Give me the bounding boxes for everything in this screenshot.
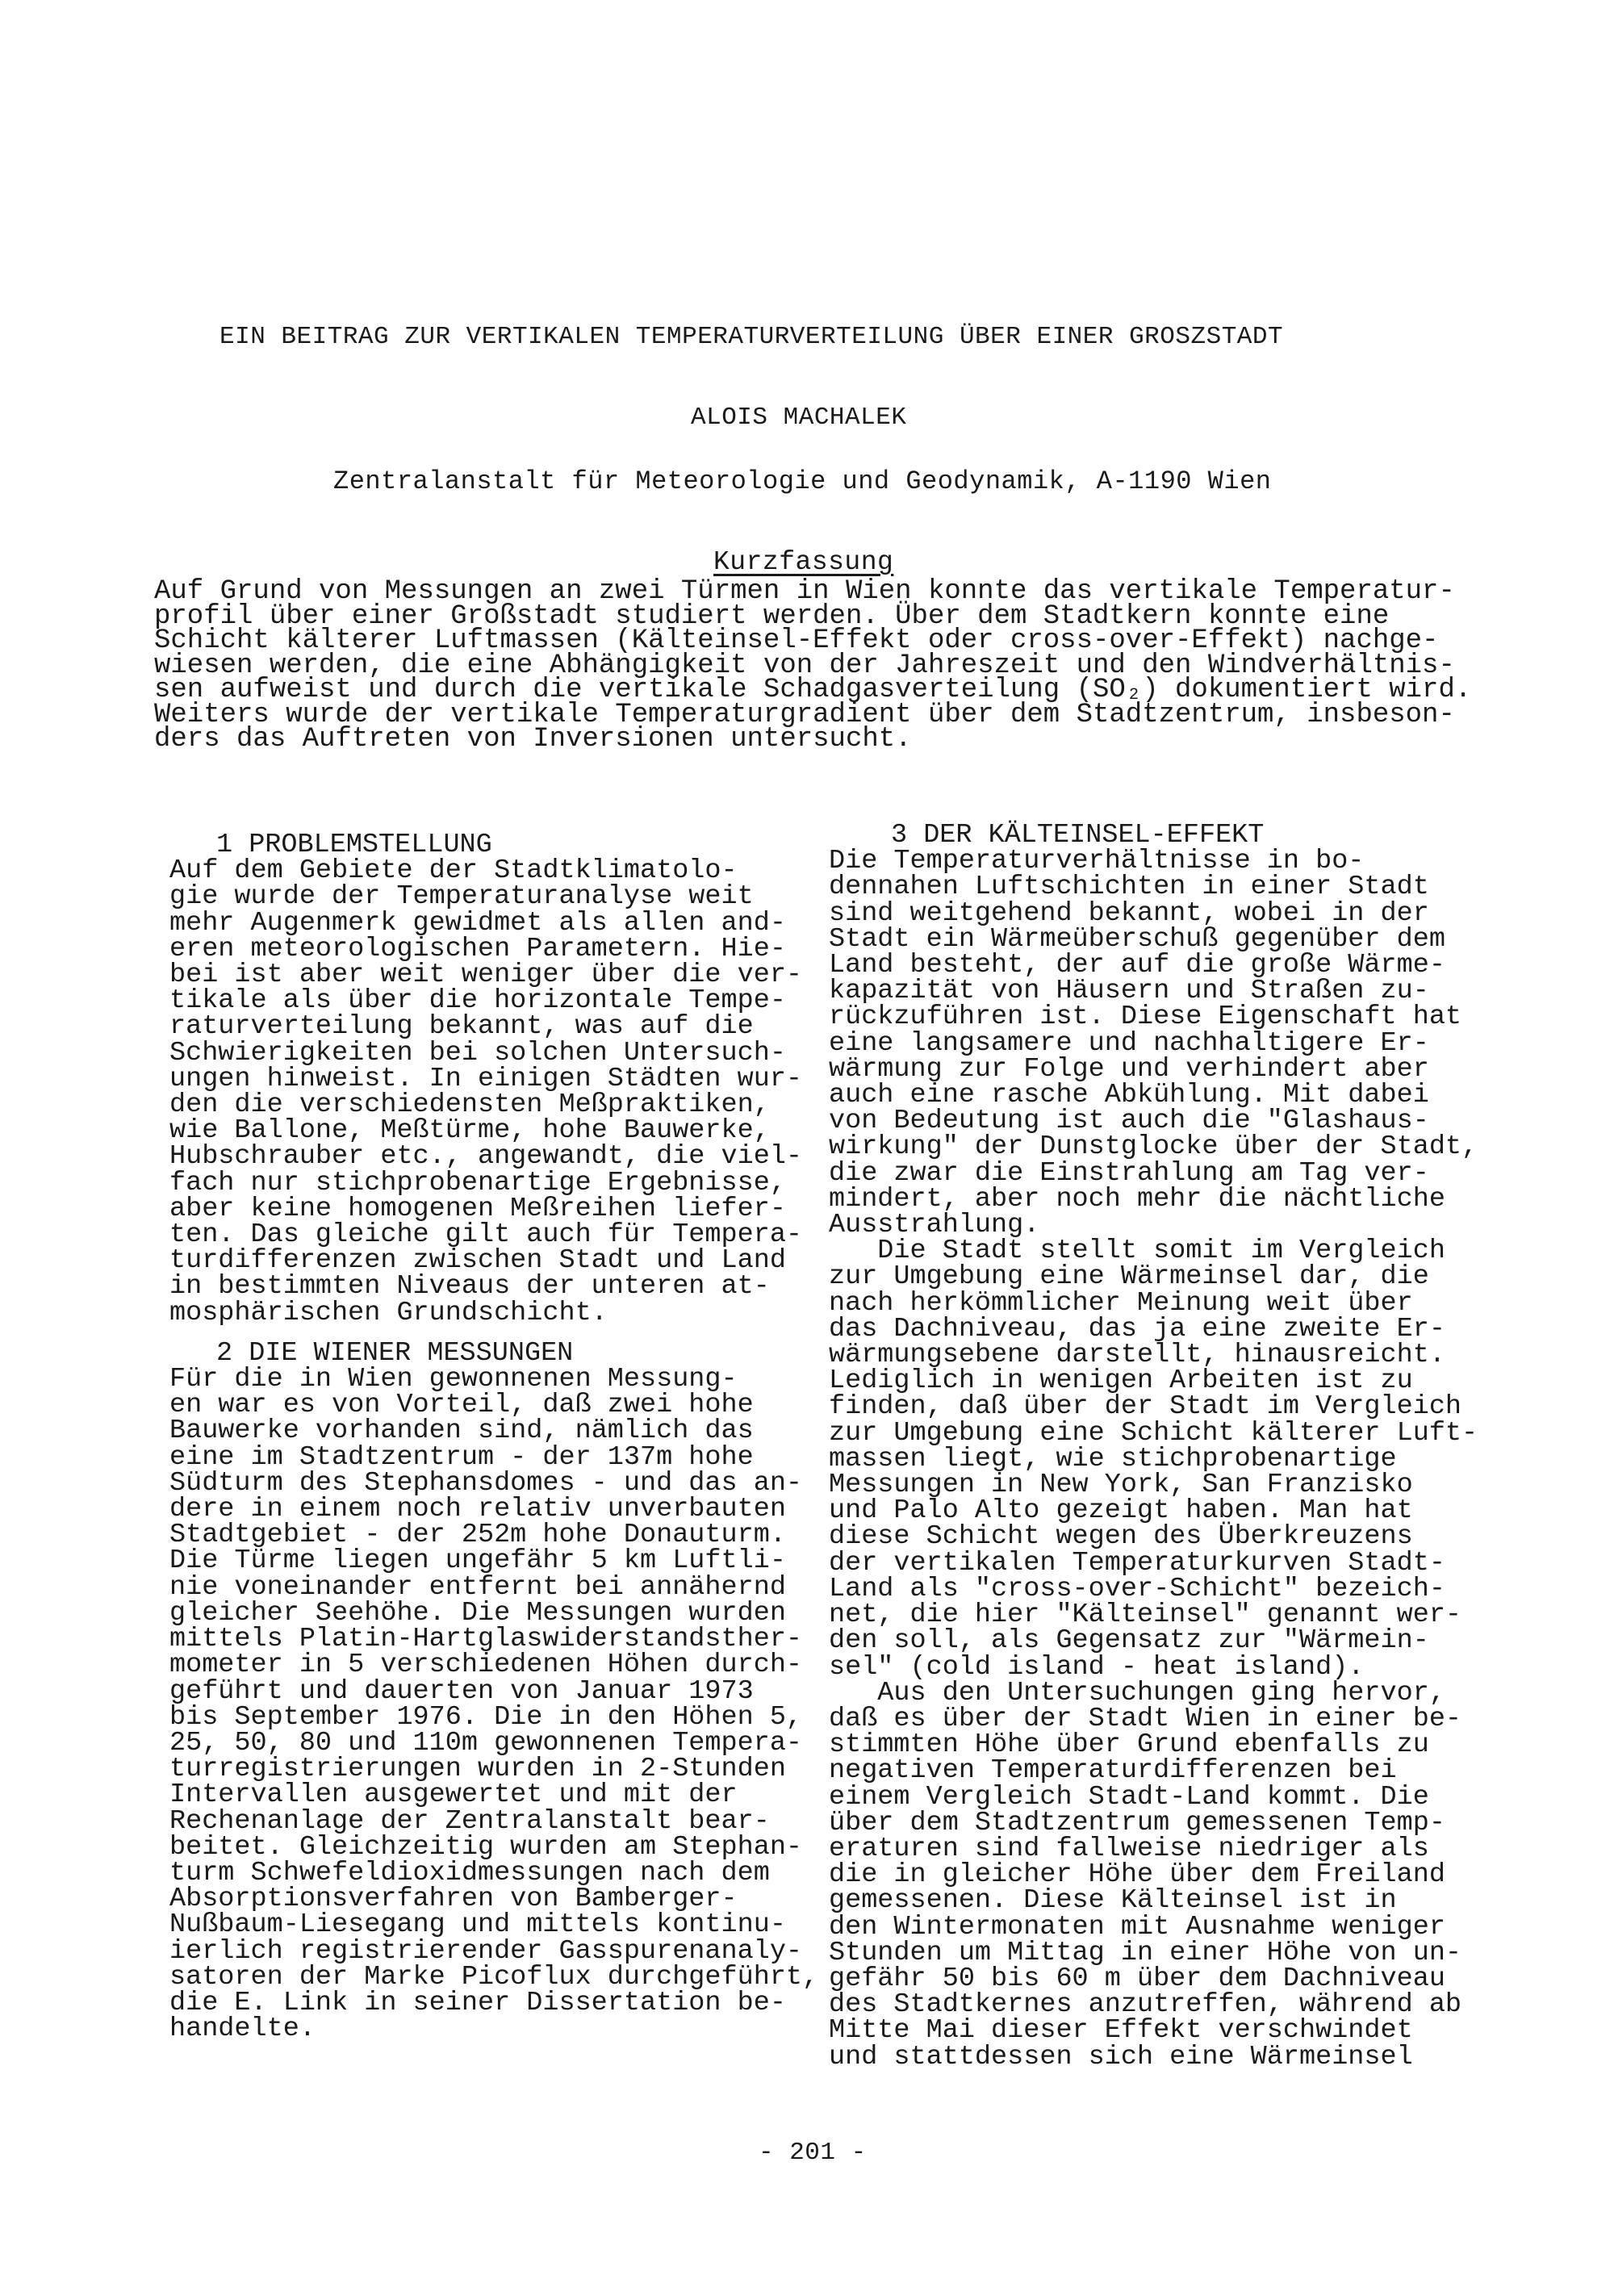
text-line: Messungen in New York, San Franzisko bbox=[829, 1470, 1413, 1501]
text-line: Südturm des Stephansdomes - und das an- bbox=[169, 1467, 803, 1499]
abstract-heading: Kurzfassung bbox=[713, 547, 894, 577]
abstract-line: wiesen werden, die eine Abhängigkeit von der Jahreszeit und den Windverhältnis- bbox=[154, 650, 1455, 681]
paper-title: EIN BEITRAG ZUR VERTIKALEN TEMPERATURVERTEILUNG ÜBER EINER GROSZSTADT bbox=[220, 323, 1284, 351]
text-line: net, die hier "Kälteinsel" genannt wer- bbox=[829, 1600, 1462, 1631]
text-line: Bauwerke vorhanden sind, nämlich das bbox=[169, 1416, 754, 1447]
text-line: Auf dem Gebiete der Stadtklimatolo- bbox=[169, 855, 738, 887]
text-line: Die Stadt stellt somit im Vergleich bbox=[829, 1236, 1445, 1267]
text-line: dere in einem noch relativ unverbauten bbox=[169, 1494, 786, 1525]
section-heading-wiener-messungen: 2 DIE WIENER MESSUNGEN bbox=[216, 1337, 574, 1369]
text-line: gleicher Seehöhe. Die Messungen wurden bbox=[169, 1597, 786, 1629]
right-column bbox=[829, 820, 1478, 2072]
section-heading-problemstellung: 1 PROBLEMSTELLUNG bbox=[216, 830, 492, 860]
text-line: des Stadtkernes anzutreffen, während ab bbox=[829, 1989, 1462, 2021]
text-line: mometer in 5 verschiedenen Höhen durch- bbox=[169, 1650, 803, 1681]
text-line: ungen hinweist. In einigen Städten wur- bbox=[169, 1063, 803, 1094]
abstract-line: Schicht kälterer Luftmassen (Kälteinsel-Effekt oder cross-over-Effekt) nachge- bbox=[154, 625, 1439, 656]
text-line: über dem Stadtzentrum gemessenen Temp- bbox=[829, 1807, 1445, 1838]
text-line: eine langsamere und nachhaltigere Er- bbox=[829, 1027, 1429, 1059]
text-line: Land besteht, der auf die große Wärme- bbox=[829, 950, 1445, 981]
text-line: negativen Temperaturdifferenzen bei bbox=[829, 1755, 1397, 1787]
text-line: beitet. Gleichzeitig wurden am Stephan- bbox=[169, 1831, 803, 1863]
text-line: der vertikalen Temperaturkurven Stadt- bbox=[829, 1547, 1445, 1579]
text-line: kapazität von Häusern und Straßen zu- bbox=[829, 976, 1429, 1007]
text-line: den die verschiedensten Meßpraktiken, bbox=[169, 1089, 770, 1121]
text-line: und Palo Alto gezeigt haben. Man hat bbox=[829, 1495, 1413, 1527]
text-line: diese Schicht wegen des Überkreuzens bbox=[829, 1521, 1413, 1553]
text-line: und stattdessen sich eine Wärmeinsel bbox=[829, 2041, 1413, 2072]
text-line: Stadt ein Wärmeüberschuß gegenüber dem bbox=[829, 923, 1445, 955]
text-line: mindert, aber noch mehr die nächtliche bbox=[829, 1183, 1445, 1215]
abstract-line: Auf Grund von Messungen an zwei Türmen in Wien konnte das vertikale Temperatur- bbox=[154, 576, 1455, 607]
text-line: wärmung zur Folge und verhindert aber bbox=[829, 1053, 1429, 1085]
text-line: die in gleicher Höhe über dem Freiland bbox=[829, 1859, 1445, 1891]
author-affiliation: Zentralanstalt für Meteorologie und Geodynamik, A-1190 Wien bbox=[333, 466, 1272, 496]
text-line: turm Schwefeldioxidmessungen nach dem bbox=[169, 1857, 770, 1888]
text-line: mehr Augenmerk gewidmet als allen and- bbox=[169, 907, 786, 939]
text-line: nach herkömmlicher Meinung weit über bbox=[829, 1287, 1413, 1319]
text-line: Für die in Wien gewonnenen Messung- bbox=[169, 1364, 738, 1395]
text-line: en war es von Vorteil, daß zwei hohe bbox=[169, 1390, 754, 1421]
text-line: finden, daß über der Stadt im Vergleich bbox=[829, 1391, 1462, 1423]
text-line: mittels Platin-Hartglaswiderstandsther- bbox=[169, 1624, 803, 1655]
text-line: Aus den Untersuchungen ging hervor, bbox=[829, 1677, 1445, 1708]
text-line: rückzuführen ist. Diese Eigenschaft hat bbox=[829, 1002, 1462, 1033]
text-line: eraturen sind fallweise niedriger als bbox=[829, 1833, 1429, 1864]
text-line: Schwierigkeiten bei solchen Untersuch- bbox=[169, 1037, 786, 1069]
text-line: bei ist aber weit weniger über die ver- bbox=[169, 960, 803, 991]
text-line: geführt und dauerten von Januar 1973 bbox=[169, 1675, 754, 1707]
text-line: eine im Stadtzentrum - der 137m hohe bbox=[169, 1441, 754, 1473]
text-line: turdifferenzen zwischen Stadt und Land bbox=[169, 1245, 786, 1277]
text-line: ierlich registrierender Gasspurenanaly- bbox=[169, 1935, 803, 1967]
text-line: die E. Link in seiner Dissertation be- bbox=[169, 1987, 786, 2018]
abstract-line: profil über einer Großstadt studiert werden. Über dem Stadtkern konnte eine bbox=[154, 600, 1390, 632]
text-line: Stadtgebiet - der 252m hohe Donauturm. bbox=[169, 1520, 786, 1551]
text-line: Mitte Mai dieser Effekt verschwindet bbox=[829, 2015, 1413, 2047]
text-line: sind weitgehend bekannt, wobei in der bbox=[829, 897, 1429, 929]
text-line: Ausstrahlung. bbox=[829, 1210, 1040, 1241]
text-line: gie wurde der Temperaturanalyse weit bbox=[169, 881, 754, 913]
abstract-line: Weiters wurde der vertikale Temperaturgradient über dem Stadtzentrum, insbeson- bbox=[154, 699, 1455, 730]
left-column bbox=[169, 830, 819, 2045]
text-line: gemessenen. Diese Kälteinsel ist in bbox=[829, 1885, 1397, 1917]
text-line: turregistrierungen wurden in 2-Stunden bbox=[169, 1754, 786, 1785]
text-line: handelte. bbox=[169, 2014, 316, 2045]
text-line: wärmungsebene darstellt, hinausreicht. bbox=[829, 1340, 1445, 1371]
text-line: Die Türme liegen ungefähr 5 km Luftli- bbox=[169, 1545, 786, 1577]
text-line: Absorptionsverfahren von Bamberger- bbox=[169, 1884, 738, 1915]
text-line: eren meteorologischen Parametern. Hie- bbox=[169, 933, 786, 964]
text-line: ten. Das gleiche gilt auch für Tempera- bbox=[169, 1219, 803, 1251]
text-line: das Dachniveau, das ja eine zweite Er- bbox=[829, 1313, 1445, 1345]
text-line: massen liegt, wie stichprobenartige bbox=[829, 1443, 1397, 1474]
section-body-kaelteinsel bbox=[829, 846, 1478, 2072]
text-line: Land als "cross-over-Schicht" bezeich- bbox=[829, 1573, 1445, 1604]
text-line: zur Umgebung eine Wärmeinsel dar, die bbox=[829, 1261, 1429, 1293]
text-line: aber keine homogenen Meßreihen liefer- bbox=[169, 1193, 786, 1224]
text-line: den soll, als Gegensatz zur "Wärmein- bbox=[829, 1625, 1429, 1657]
page-number: - 201 - bbox=[759, 2139, 867, 2167]
text-line: daß es über der Stadt Wien in einer be- bbox=[829, 1703, 1462, 1734]
text-line: die zwar die Einstrahlung am Tag ver- bbox=[829, 1157, 1429, 1189]
abstract-line: sen aufweist und durch die vertikale Schadgasverteilung (SO₂) dokumentiert wird. bbox=[154, 675, 1472, 705]
text-line: den Wintermonaten mit Ausnahme weniger bbox=[829, 1911, 1445, 1943]
author-name: ALOIS MACHALEK bbox=[691, 404, 907, 432]
text-line: Rechenanlage der Zentralanstalt bear- bbox=[169, 1805, 770, 1837]
text-line: gefähr 50 bis 60 m über dem Dachniveau bbox=[829, 1963, 1445, 1994]
section-body-problemstellung bbox=[169, 855, 815, 1328]
text-line: in bestimmten Niveaus der unteren at- bbox=[169, 1271, 770, 1303]
text-line: wie Ballone, Meßtürme, hohe Bauwerke, bbox=[169, 1115, 770, 1147]
text-line: 25, 50, 80 und 110m gewonnenen Tempera- bbox=[169, 1727, 803, 1759]
text-line: satoren der Marke Picoflux durchgeführt, bbox=[169, 1961, 819, 1993]
text-line: mosphärischen Grundschicht. bbox=[169, 1297, 608, 1328]
text-line: auch eine rasche Abkühlung. Mit dabei bbox=[829, 1080, 1429, 1111]
text-line: Intervallen ausgewertet und mit der bbox=[169, 1780, 738, 1811]
text-line: dennahen Luftschichten in einer Stadt bbox=[829, 872, 1429, 903]
text-line: raturverteilung bekannt, was auf die bbox=[169, 1011, 754, 1043]
text-line: Stunden um Mittag in einer Höhe von un- bbox=[829, 1937, 1462, 1968]
text-line: Hubschrauber etc., angewandt, die viel- bbox=[169, 1141, 803, 1173]
text-line: bis September 1976. Die in den Höhen 5, bbox=[169, 1701, 803, 1733]
text-line: einem Vergleich Stadt-Land kommt. Die bbox=[829, 1781, 1429, 1813]
text-line: sel" (cold island - heat island). bbox=[829, 1651, 1365, 1683]
text-line: stimmten Höhe über Grund ebenfalls zu bbox=[829, 1729, 1429, 1761]
section-body-wiener-messungen bbox=[169, 1364, 819, 2045]
text-line: Die Temperaturverhältnisse in bo- bbox=[829, 846, 1365, 877]
text-line: Lediglich in wenigen Arbeiten ist zu bbox=[829, 1365, 1413, 1397]
text-line: von Bedeutung ist auch die "Glashaus- bbox=[829, 1106, 1429, 1137]
text-line: nie voneinander entfernt bei annähernd bbox=[169, 1571, 786, 1603]
text-line: Nußbaum-Liesegang und mittels kontinu- bbox=[169, 1909, 786, 1941]
text-line: wirkung" der Dunstglocke über der Stadt, bbox=[829, 1131, 1478, 1163]
text-line: zur Umgebung eine Schicht kälterer Luft- bbox=[829, 1417, 1478, 1449]
text-line: tikale als über die horizontale Tempe- bbox=[169, 985, 786, 1017]
text-line: fach nur stichprobenartige Ergebnisse, bbox=[169, 1167, 786, 1198]
section-heading-kaelteinsel: 3 DER KÄLTEINSEL-EFFEKT bbox=[891, 820, 1265, 851]
abstract-line: ders das Auftreten von Inversionen untersucht. bbox=[154, 724, 912, 755]
abstract-body bbox=[154, 576, 1472, 755]
